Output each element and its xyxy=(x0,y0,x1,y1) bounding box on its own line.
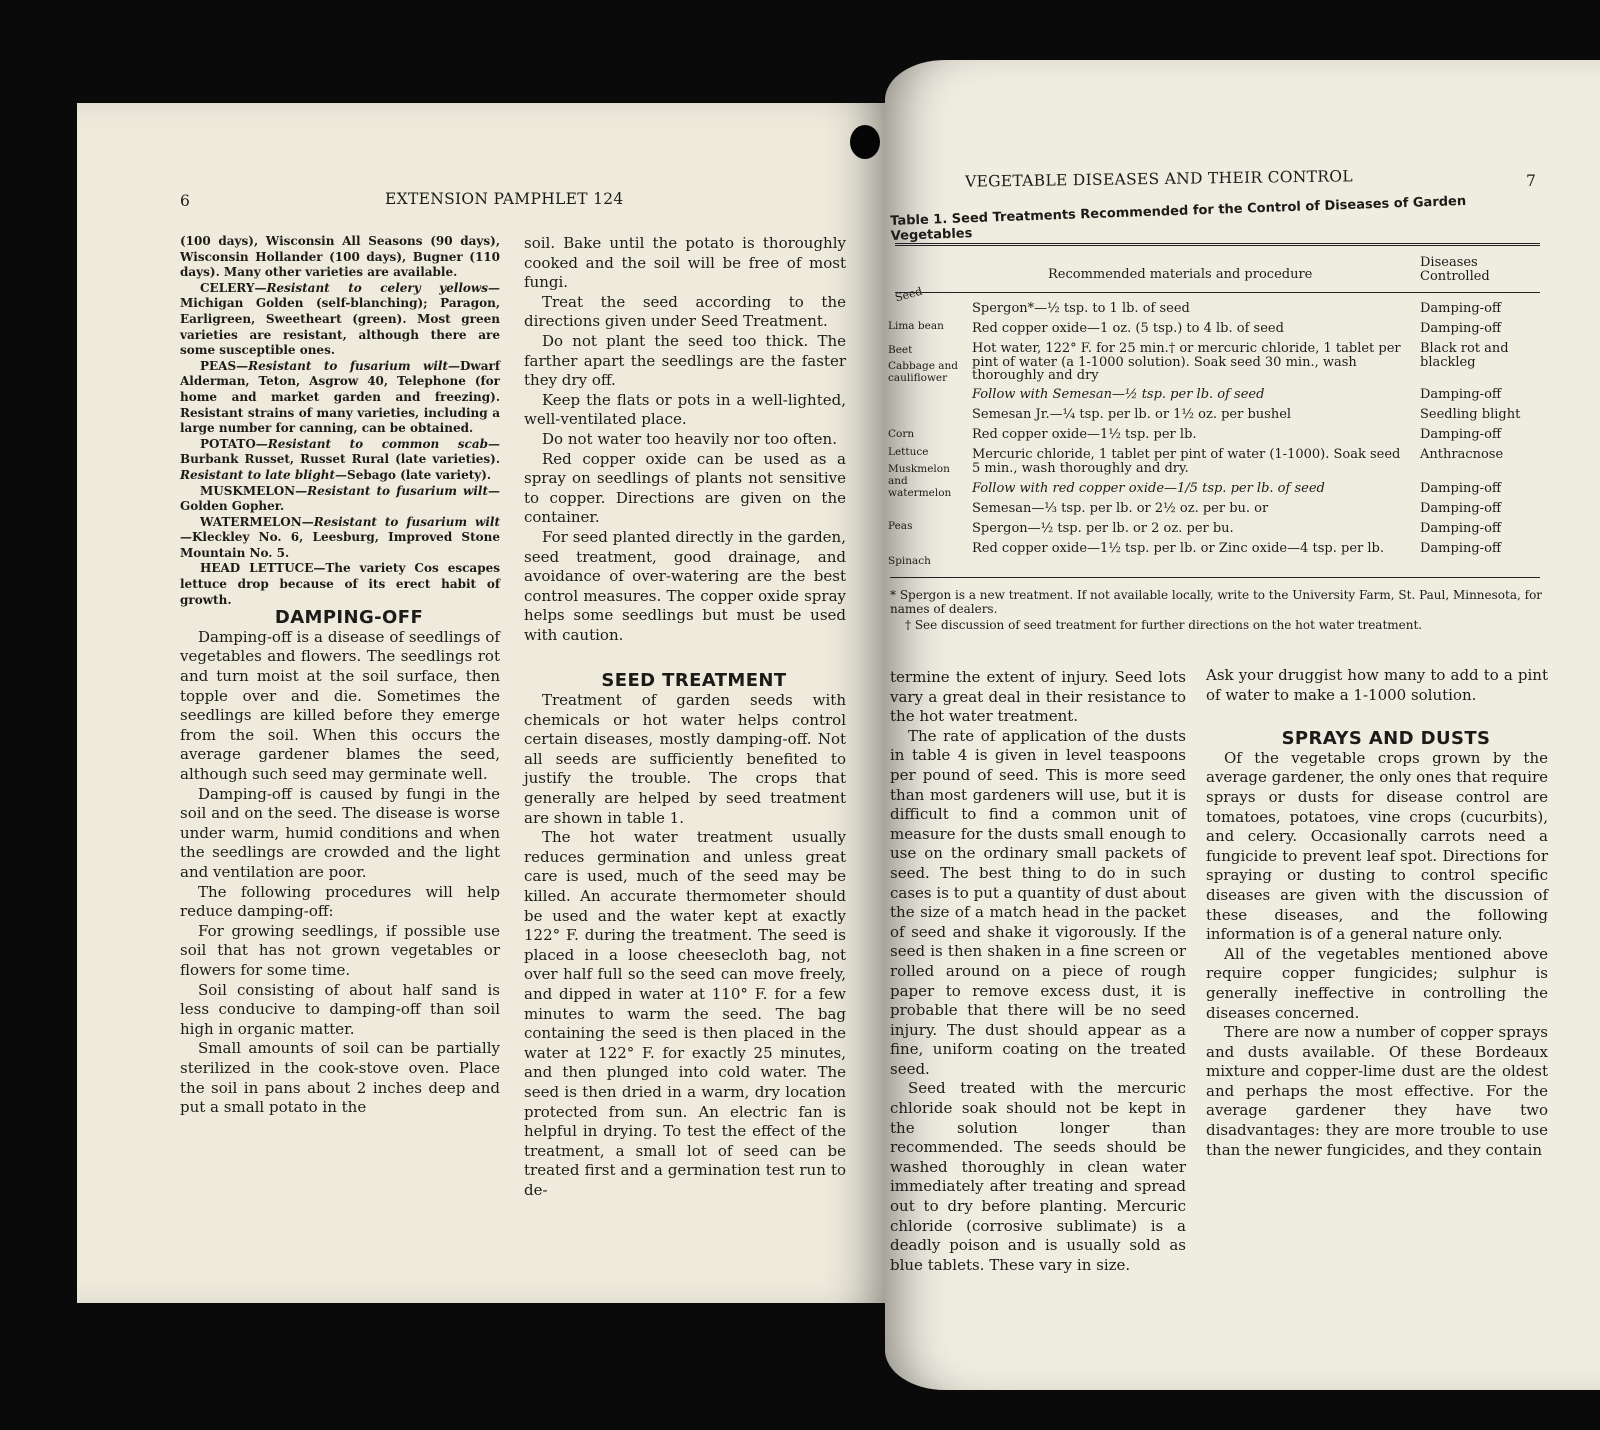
dis-row-1: Damping-off xyxy=(1420,301,1502,316)
seed-para-1: Treatment of garden seeds with chemicals or hot water helps control certain diseases, mostly damping-off. Not all seeds are sufficiently benefited to justify the trouble. The crops that generally are helped by seed treatment are shown in table 1. xyxy=(524,691,846,827)
variety-celery: CELERY—Resistant to celery yellows—Michigan Golden (self-blanching); Paragon, Earligreen, Sweetheart (green). Most green varieties are resistant, although there are some susceptible ones. xyxy=(180,280,500,358)
proc-row-10: Spergon—½ tsp. per lb. or 2 oz. per bu. xyxy=(972,521,1234,536)
binding-hole xyxy=(850,125,880,159)
variety-cabbage: (100 days), Wisconsin All Seasons (90 days), Wisconsin Hollander (100 days), Bugner (110 days). Many other varieties are available. xyxy=(180,234,500,280)
seed-corn: Corn xyxy=(888,428,915,440)
proc-row-11: Red copper oxide—1½ tsp. per lb. or Zinc oxide—4 tsp. per lb. xyxy=(972,541,1384,556)
col2-para-7: For seed planted directly in the garden, seed treatment, good drainage, and avoidance of over-watering are the best control measures. The copper oxide spray helps some seedlings but must be used with caution. xyxy=(524,527,846,644)
left-column-1 xyxy=(180,234,500,1118)
dis-row-6: Damping-off xyxy=(1420,427,1502,442)
damping-para-6: Small amounts of soil can be partially sterilized in the cook-stove oven. Place the soil in pans about 2 inches deep and put a small potato in the xyxy=(180,1039,500,1117)
seed-beet: Beet xyxy=(888,344,913,356)
right-col1-para-2: The rate of application of the dusts in table 4 is given in level teaspoons per pound of seed. This is more seed than most gardeners will use, but it is difficult to find a common unit of measure for the dusts small enough to use on the ordinary small packets of seed. The best thing to do in such cases is to put a quantity of dust about the size of a match head in the packet of seed and shake it vigorously. If the seed is then shaken in a fine screen or rolled around on a piece of rough paper to remove excess dust, it is probable that there will be no seed injury. The dust should appear as a fine, uniform coating on the treated seed. xyxy=(890,726,1186,1078)
col2-para-3: Do not plant the seed too thick. The farther apart the seedlings are the faster they dry off. xyxy=(524,331,846,390)
seed-muskmelon: Muskmelon and watermelon xyxy=(888,463,952,499)
right-column-2 xyxy=(1206,666,1548,1160)
dis-row-10: Damping-off xyxy=(1420,521,1502,536)
table-footnote-2: † See discussion of seed treatment for further directions on the hot water treatment. xyxy=(905,618,1423,632)
dis-row-3: Black rot and blackleg xyxy=(1420,341,1509,370)
damping-para-5: Soil consisting of about half sand is less conducive to damping-off than soil high in organic matter. xyxy=(180,980,500,1038)
seed-cabbage: Cabbage and cauliflower xyxy=(888,360,959,384)
table-title: Table 1. Seed Treatments Recommended for the Control of Diseases of Garden Vegetables xyxy=(890,193,1467,244)
dis-row-4: Damping-off xyxy=(1420,387,1502,402)
col2-para-2: Treat the seed according to the directions given under Seed Treatment. xyxy=(524,292,846,331)
proc-row-6: Red copper oxide—1½ tsp. per lb. xyxy=(972,427,1197,442)
damping-off-heading: DAMPING-OFF xyxy=(274,607,424,629)
dis-row-7: Anthracnose xyxy=(1420,447,1504,462)
proc-row-8: Follow with red copper oxide—1/5 tsp. per lb. of seed xyxy=(972,481,1325,496)
dis-row-5: Seedling blight xyxy=(1420,407,1521,422)
proc-row-5: Semesan Jr.—¼ tsp. per lb. or 1½ oz. per bushel xyxy=(972,407,1292,422)
col2-para-4: Keep the flats or pots in a well-lighted, well-ventilated place. xyxy=(524,390,846,429)
dis-row-2: Damping-off xyxy=(1420,321,1502,336)
damping-off-section xyxy=(180,608,500,1117)
variety-head-lettuce: HEAD LETTUCE—The variety Cos escapes lettuce drop because of its erect habit of growth. xyxy=(180,561,500,607)
table-header-seed: Seed xyxy=(893,284,924,305)
damping-para-1: Damping-off is a disease of seedlings of vegetables and flowers. The seedlings rot and turn moist at the soil surface, then topple over and die. Sometimes the seedlings are killed before they emerge from the soil. When this occurs the average gardener blames the seed, although such seed may germinate well. xyxy=(180,627,500,783)
damping-para-2: Damping-off is caused by fungi in the soil and on the seed. The disease is worse under warm, humid conditions and when the seedlings are crowded and the light and ventilation are poor. xyxy=(180,784,500,881)
left-column-2 xyxy=(524,234,846,1201)
table-header-procedure: Recommended materials and procedure xyxy=(1048,267,1313,282)
variety-peas: PEAS—Resistant to fusarium wilt—Dwarf Alderman, Teton, Asgrow 40, Telephone (for home and market garden and freezing). Resistant strains of many varieties, including a large number for canning, can be obtained. xyxy=(180,358,500,436)
right-page-number: 7 xyxy=(1526,172,1537,190)
sprays-para-1: Of the vegetable crops grown by the average gardener, the only ones that require sprays or dusts for disease control are tomatoes, potatoes, vine crops (cucurbits), and celery. Occasionally carrots need a fungicide to prevent leaf spot. Directions for spraying or dusting to control specific diseases are given with the discussion of these diseases, and the following information is of a general nature only. xyxy=(1206,748,1548,944)
table-footnote-1: * Spergon is a new treatment. If not available locally, write to the University Farm, St. Paul, Minnesota, for names of dealers. xyxy=(890,588,1543,616)
proc-row-1: Spergon*—½ tsp. to 1 lb. of seed xyxy=(972,301,1190,316)
varieties-list xyxy=(180,234,500,608)
variety-muskmelon: MUSKMELON—Resistant to fusarium wilt—Golden Gopher. xyxy=(180,483,500,514)
dis-row-9: Damping-off xyxy=(1420,501,1502,516)
right-col1-para-1: termine the extent of injury. Seed lots vary a great deal in their resistance to the hot water treatment. xyxy=(890,668,1186,726)
table-header-diseases: Diseases Controlled xyxy=(1420,255,1490,284)
right-col1-para-3: Seed treated with the mercuric chloride soak should not be kept in the solution longer than recommended. The seeds should be washed thoroughly in clean water immediately after treating and spread out to dry before planting. Mercuric chloride (corrosive sublimate) is a deadly poison and is usually sold as blue tablets. These vary in size. xyxy=(890,1079,1186,1274)
damping-para-4: For growing seedlings, if possible use soil that has not grown vegetables or flowers for some time. xyxy=(180,921,500,979)
right-running-head: VEGETABLE DISEASES AND THEIR CONTROL xyxy=(964,167,1354,191)
table-header-rule xyxy=(895,292,1540,293)
seed-lima-bean: Lima bean xyxy=(888,320,944,332)
dis-row-8: Damping-off xyxy=(1420,481,1502,496)
proc-row-9: Semesan—⅓ tsp. per lb. or 2½ oz. per bu. or xyxy=(972,501,1269,516)
seed-para-2: The hot water treatment usually reduces germination and unless great care is used, much of the seed may be killed. An accurate thermometer should be used and the water kept at exactly 122° F. during the treatment. The seed is placed in a loose cheesecloth bag, not over half full so the seed can move freely, and dipped in water at 110° F. for a few minutes to warm the seed. The bag containing the seed is then placed in the water at 122° F. for exactly 25 minutes, and then plunged into cold water. The seed is then dried in a warm, dry location protected from sun. An electric fan is helpful in drying. To test the effect of the treatment, a small lot of seed can be treated first and a germination test run to de- xyxy=(524,828,846,1199)
proc-row-7: Mercuric chloride, 1 tablet per pint of water (1-1000). Soak seed 5 min., wash thoroughly and dry. xyxy=(972,447,1401,476)
left-page-number: 6 xyxy=(180,192,191,210)
variety-potato: POTATO—Resistant to common scab—Burbank Russet, Russet Rural (late varieties). Resistant to late blight—Sebago (late variety). xyxy=(180,436,500,482)
damping-para-3: The following procedures will help reduce damping-off: xyxy=(180,882,500,921)
proc-row-2: Red copper oxide—1 oz. (5 tsp.) to 4 lb. of seed xyxy=(972,321,1284,336)
table-top-rule xyxy=(895,243,1540,246)
seed-lettuce: Lettuce xyxy=(888,446,929,458)
proc-row-3: Hot water, 122° F. for 25 min.† or mercuric chloride, 1 tablet per pint of water (a 1-1000 solution). Soak seed 30 min., wash thoroughly and dry xyxy=(972,341,1401,383)
left-running-head: EXTENSION PAMPHLET 124 xyxy=(385,190,624,208)
proc-row-4: Follow with Semesan—½ tsp. per lb. of seed xyxy=(972,387,1265,402)
col2-para-6: Red copper oxide can be used as a spray on seedlings of plants not sensitive to copper. Directions are given on the container. xyxy=(524,449,846,527)
sprays-dusts-heading: SPRAYS AND DUSTS xyxy=(1281,728,1491,750)
sprays-para-3: There are now a number of copper sprays and dusts available. Of these Bordeaux mixture and copper-lime dust are the oldest and perhaps the most effective. For the average gardener they have two disadvantages: they are more trouble to use than the newer fungicides, and they contain xyxy=(1206,1023,1548,1159)
col2-para-1: soil. Bake until the potato is thoroughly cooked and the soil will be free of most fungi. xyxy=(524,234,846,292)
seed-spinach: Spinach xyxy=(888,555,931,567)
col2-para-5: Do not water too heavily nor too often. xyxy=(542,429,837,448)
seed-treatment-heading: SEED TREATMENT xyxy=(601,670,787,692)
table-bottom-rule xyxy=(890,577,1540,578)
sprays-para-2: All of the vegetables mentioned above require copper fungicides; sulphur is generally ineffective in controlling the diseases concerned. xyxy=(1206,944,1548,1022)
right-column-1 xyxy=(890,668,1186,1275)
variety-watermelon: WATERMELON—Resistant to fusarium wilt—Kleckley No. 6, Leesburg, Improved Stone Mountain No. 5. xyxy=(180,514,500,560)
dis-row-11: Damping-off xyxy=(1420,541,1502,556)
seed-peas: Peas xyxy=(888,520,913,532)
right-col2-intro: Ask your druggist how many to add to a pint of water to make a 1-1000 solution. xyxy=(1206,666,1548,704)
